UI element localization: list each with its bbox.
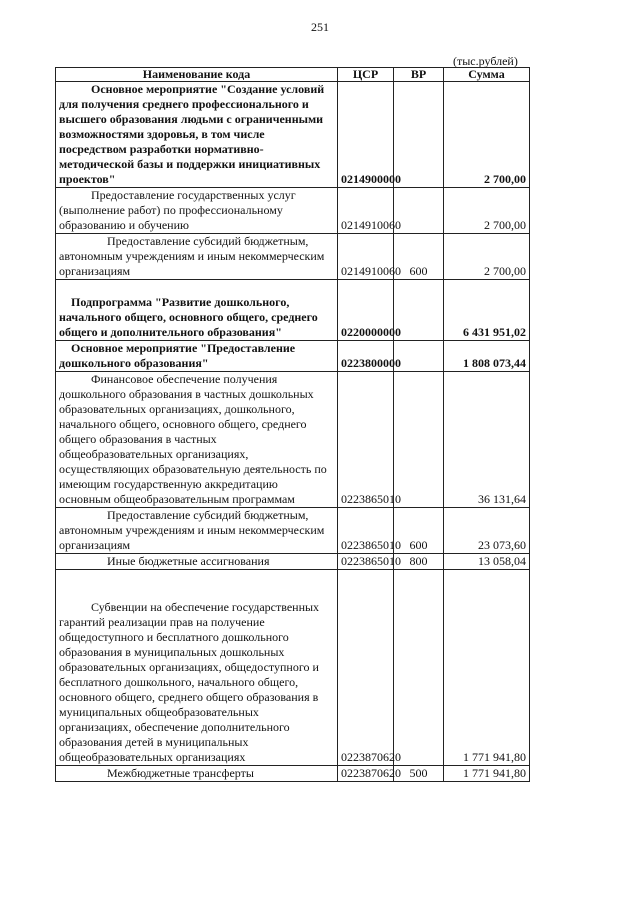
- table-row: [56, 570, 530, 766]
- row-vr: [394, 570, 444, 766]
- table-row: [56, 554, 530, 570]
- table-row: [56, 766, 530, 782]
- header-vr: ВР: [394, 68, 444, 82]
- header-sum: Сумма: [444, 68, 530, 82]
- row-sum: 2 700,00: [444, 234, 530, 280]
- row-name: Подпрограмма "Развитие дошкольного, начального общего, основного общего, среднего общего и дополнительного образования": [56, 280, 338, 341]
- table-row: [56, 82, 530, 188]
- row-name: Основное мероприятие "Создание условий для получения среднего профессионального и высшего образования людьми с ограниченными возможностями здоровья, в том числе посредством разработки нормативно- методической базы и поддержки инициативных проектов": [56, 82, 338, 188]
- units-label: (тыс.рублей): [453, 54, 518, 68]
- table-header-row: [56, 68, 530, 82]
- row-sum: 2 700,00: [444, 82, 530, 188]
- row-sum: 36 131,64: [444, 372, 530, 508]
- row-sum: 1 808 073,44: [444, 341, 530, 372]
- table-row: [56, 508, 530, 554]
- table-row: [56, 234, 530, 280]
- table-row: [56, 188, 530, 234]
- row-vr: 600: [394, 234, 444, 280]
- row-sum: 23 073,60: [444, 508, 530, 554]
- row-csr: 0214910060: [338, 234, 394, 280]
- row-sum: 6 431 951,02: [444, 280, 530, 341]
- row-vr: [394, 372, 444, 508]
- table-row: [56, 280, 530, 341]
- row-name: Субвенции на обеспечение государственных гарантий реализации прав на получение общедоступного и бесплатного дошкольного образования в муниципальных дошкольных образовательных организациях, общедоступного и бесплатного дошкольного, начального общего, основного общего, среднего общего образования в муниципальных общеобразовательных организациях, обеспечение дополнительного образования детей в муниципальных общеобразовательных организациях: [56, 570, 338, 766]
- row-csr: 0214900000: [338, 82, 394, 188]
- row-sum: 1 771 941,80: [444, 766, 530, 782]
- row-vr: 500: [394, 766, 444, 782]
- row-name: Финансовое обеспечение получения дошкольного образования в частных дошкольных образовательных организациях, дошкольного, начального общего, основного общего, среднего общего образования в частных общеобразовательных организациях, осуществляющих образовательную деятельность по имеющим государственную аккредитацию основным общеобразовательным программам: [56, 372, 338, 508]
- row-csr: 0223800000: [338, 341, 394, 372]
- row-name: Предоставление субсидий бюджетным, автономным учреждениям и иным некоммерческим организациям: [56, 508, 338, 554]
- budget-table: [55, 67, 530, 782]
- row-csr: 0223865010: [338, 508, 394, 554]
- row-sum: 1 771 941,80: [444, 570, 530, 766]
- row-sum: 2 700,00: [444, 188, 530, 234]
- row-vr: 800: [394, 554, 444, 570]
- row-name: Предоставление субсидий бюджетным, автономным учреждениям и иным некоммерческим организациям: [56, 234, 338, 280]
- row-vr: [394, 341, 444, 372]
- row-csr: 0223865010: [338, 372, 394, 508]
- header-csr: ЦСР: [338, 68, 394, 82]
- row-csr: 0223865010: [338, 554, 394, 570]
- header-name: Наименование кода: [56, 68, 338, 82]
- row-name: Основное мероприятие "Предоставление дошкольного образования": [56, 341, 338, 372]
- row-name: Предоставление государственных услуг (выполнение работ) по профессиональному образованию и обучению: [56, 188, 338, 234]
- row-vr: 600: [394, 508, 444, 554]
- table-row: [56, 341, 530, 372]
- row-csr: 0223870620: [338, 766, 394, 782]
- row-csr: 0223870620: [338, 570, 394, 766]
- row-vr: [394, 188, 444, 234]
- row-name: Иные бюджетные ассигнования: [56, 554, 338, 570]
- table-row: [56, 372, 530, 508]
- row-vr: [394, 280, 444, 341]
- row-vr: [394, 82, 444, 188]
- row-csr: 0214910060: [338, 188, 394, 234]
- row-sum: 13 058,04: [444, 554, 530, 570]
- row-name: Межбюджетные трансферты: [56, 766, 338, 782]
- page-number: 251: [311, 20, 329, 34]
- row-csr: 0220000000: [338, 280, 394, 341]
